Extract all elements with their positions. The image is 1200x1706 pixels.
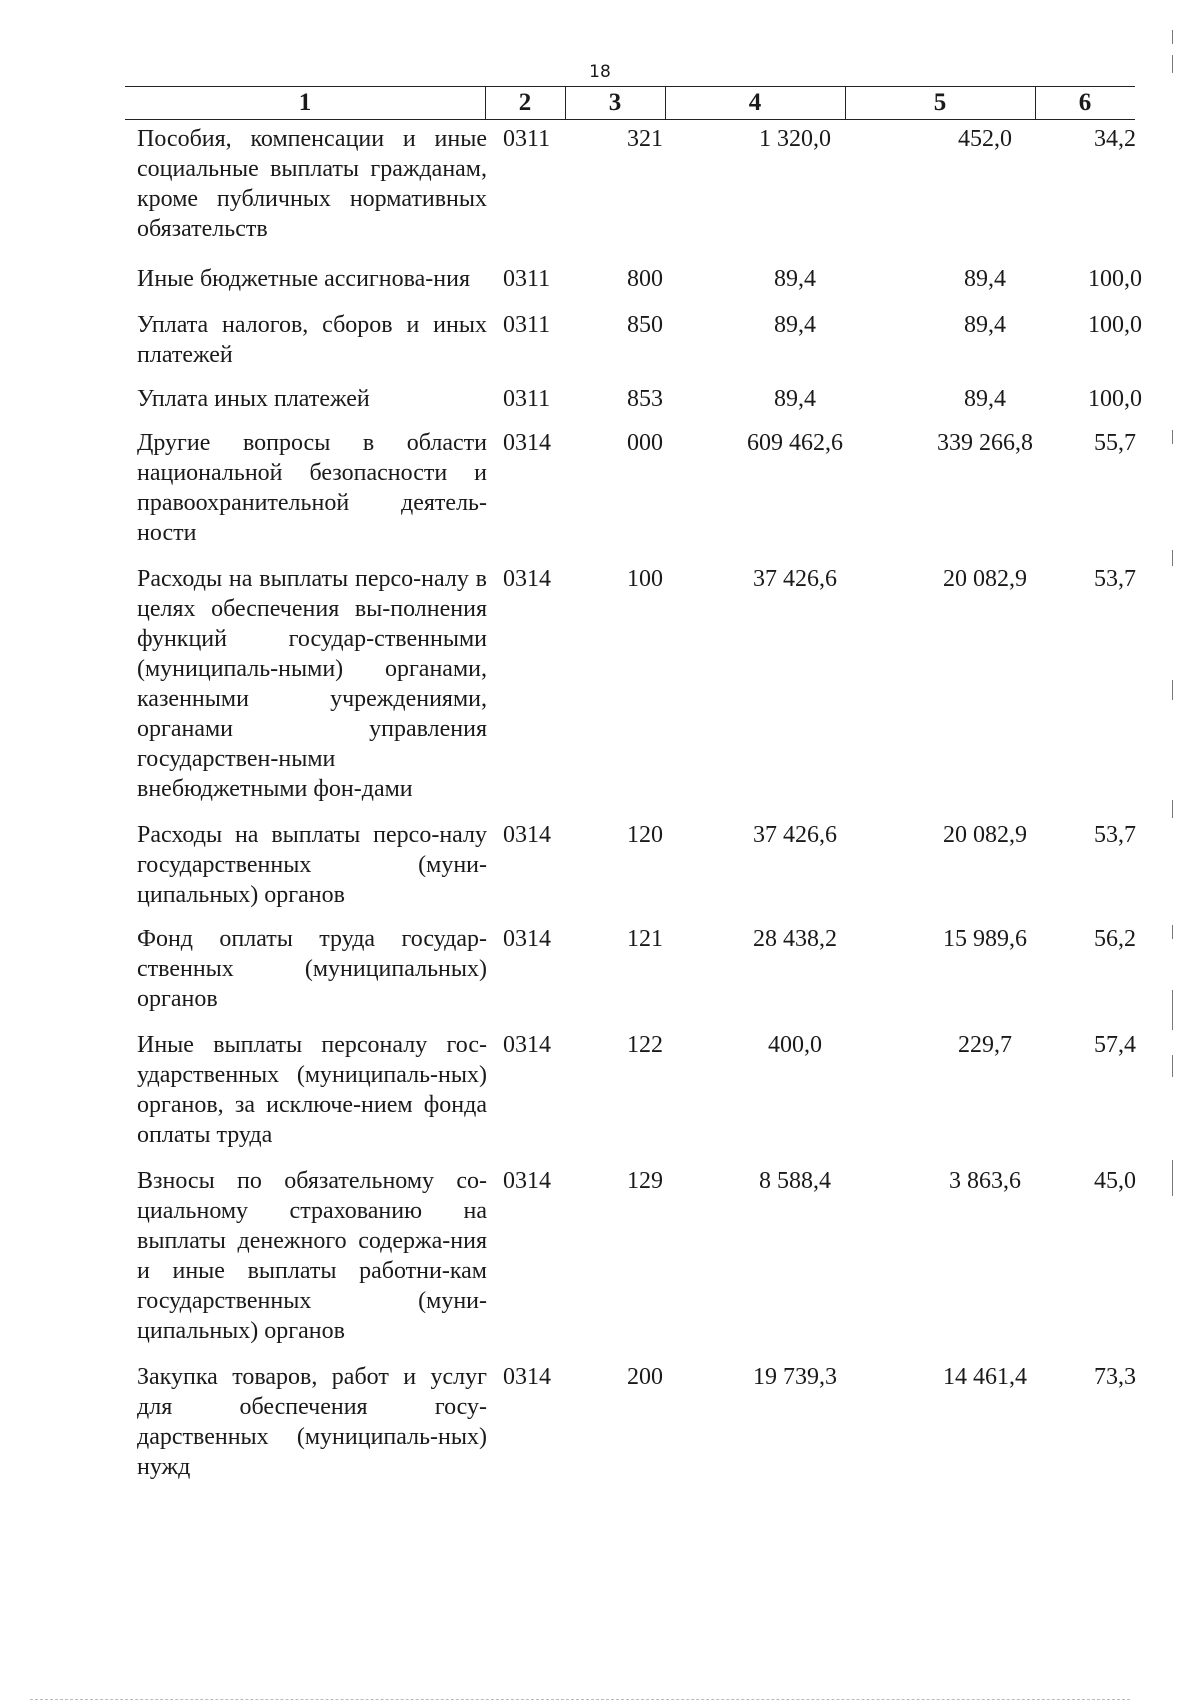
row-percent: 73,3 xyxy=(1094,1364,1136,1390)
table-row xyxy=(125,428,1135,548)
table-header-bottom-rule xyxy=(125,119,1135,120)
row-name: Закупка товаров, работ и услуг для обеспечения госу-дарственных (муниципаль-ных) нужд xyxy=(137,1364,487,1480)
row-expense-type: 321 xyxy=(627,126,663,152)
row-name: Пособия, компенсации и иные социальные выплаты гражданам, кроме публичных нормативных обязательств xyxy=(137,126,487,242)
row-planned: 89,4 xyxy=(774,386,816,412)
row-section-code: 0314 xyxy=(503,430,551,456)
scan-mark xyxy=(1172,430,1173,444)
header-col-5: 5 xyxy=(933,89,947,116)
row-expense-type: 129 xyxy=(627,1168,663,1194)
header-col-3: 3 xyxy=(608,89,622,116)
table-row xyxy=(125,1166,1135,1346)
row-executed: 89,4 xyxy=(964,266,1006,292)
row-section-code: 0311 xyxy=(503,126,551,152)
row-executed: 20 082,9 xyxy=(943,566,1027,592)
row-planned: 89,4 xyxy=(774,312,816,338)
row-percent: 45,0 xyxy=(1094,1168,1136,1194)
row-executed: 15 989,6 xyxy=(943,926,1027,952)
row-planned: 609 462,6 xyxy=(747,430,843,456)
table-row xyxy=(125,924,1135,1014)
row-section-code: 0311 xyxy=(503,266,551,292)
row-planned: 19 739,3 xyxy=(753,1364,837,1390)
table-row xyxy=(125,124,1135,244)
row-executed: 20 082,9 xyxy=(943,822,1027,848)
row-executed: 339 266,8 xyxy=(937,430,1033,456)
scan-mark xyxy=(1172,1055,1173,1077)
scan-mark xyxy=(1172,30,1173,44)
table-row xyxy=(125,384,1142,414)
scan-mark xyxy=(1172,55,1173,73)
row-percent: 55,7 xyxy=(1094,430,1136,456)
table-row xyxy=(125,1030,1135,1150)
table-row xyxy=(125,820,1135,910)
scan-mark xyxy=(1172,925,1173,939)
row-expense-type: 100 xyxy=(627,566,663,592)
table-row xyxy=(125,1362,1135,1482)
scan-mark xyxy=(1172,1160,1173,1196)
row-name: Расходы на выплаты персо-налу государственных (муни-ципальных) органов xyxy=(137,822,487,908)
row-section-code: 0314 xyxy=(503,566,551,592)
row-expense-type: 850 xyxy=(627,312,663,338)
row-executed: 452,0 xyxy=(958,126,1012,152)
row-name: Иные бюджетные ассигнова-ния xyxy=(137,266,470,292)
scan-mark xyxy=(1172,800,1173,818)
header-col-4: 4 xyxy=(748,89,762,116)
row-expense-type: 000 xyxy=(627,430,663,456)
row-expense-type: 122 xyxy=(627,1032,663,1058)
row-name: Расходы на выплаты персо-налу в целях обеспечения вы-полнения функций государ-ственными (муниципаль-ными) органами, казенными учреждениями, органами управления государствен-ными внебюджетными фон-дами xyxy=(137,566,487,802)
budget-table-body xyxy=(125,124,1142,1482)
header-col-6: 6 xyxy=(1078,89,1092,116)
row-percent: 56,2 xyxy=(1094,926,1136,952)
scan-mark xyxy=(1172,550,1173,566)
row-section-code: 0314 xyxy=(503,1168,551,1194)
row-planned: 400,0 xyxy=(768,1032,822,1058)
row-executed: 229,7 xyxy=(958,1032,1012,1058)
row-planned: 37 426,6 xyxy=(753,566,837,592)
row-name: Уплата налогов, сборов и иных платежей xyxy=(137,312,487,368)
scan-bottom-edge xyxy=(30,1699,1130,1700)
row-percent: 53,7 xyxy=(1094,566,1136,592)
row-executed: 89,4 xyxy=(964,312,1006,338)
row-planned: 28 438,2 xyxy=(753,926,837,952)
row-expense-type: 200 xyxy=(627,1364,663,1390)
table-row xyxy=(125,564,1135,804)
row-percent: 100,0 xyxy=(1088,266,1142,292)
row-section-code: 0311 xyxy=(503,386,551,412)
row-expense-type: 121 xyxy=(627,926,663,952)
table-row xyxy=(125,310,1142,370)
table-row xyxy=(125,264,1142,294)
row-expense-type: 120 xyxy=(627,822,663,848)
page-number: 18 xyxy=(589,62,611,82)
row-planned: 1 320,0 xyxy=(759,126,831,152)
row-expense-type: 853 xyxy=(627,386,663,412)
row-planned: 37 426,6 xyxy=(753,822,837,848)
row-section-code: 0314 xyxy=(503,822,551,848)
row-section-code: 0314 xyxy=(503,926,551,952)
row-planned: 89,4 xyxy=(774,266,816,292)
row-percent: 100,0 xyxy=(1088,386,1142,412)
row-percent: 57,4 xyxy=(1094,1032,1136,1058)
scan-mark xyxy=(1172,990,1173,1030)
row-name: Другие вопросы в области национальной безопасности и правоохранительной деятель-ности xyxy=(137,430,487,546)
row-executed: 3 863,6 xyxy=(949,1168,1021,1194)
row-name: Иные выплаты персоналу гос-ударственных (муниципаль-ных) органов, за исключе-нием фонда оплаты труда xyxy=(137,1032,487,1148)
row-planned: 8 588,4 xyxy=(759,1168,831,1194)
row-name: Фонд оплаты труда государ-ственных (муниципальных) органов xyxy=(137,926,487,1012)
header-col-1: 1 xyxy=(298,89,312,116)
table-header-row xyxy=(125,87,1135,119)
row-percent: 53,7 xyxy=(1094,822,1136,848)
header-col-2: 2 xyxy=(518,89,532,116)
row-section-code: 0311 xyxy=(503,312,551,338)
scan-mark xyxy=(1172,680,1173,700)
row-executed: 14 461,4 xyxy=(943,1364,1027,1390)
row-name: Взносы по обязательному со-циальному страхованию на выплаты денежного содержа-ния и иные выплаты работни-кам государственных (муни-ципальных) органов xyxy=(137,1168,487,1344)
row-section-code: 0314 xyxy=(503,1032,551,1058)
row-section-code: 0314 xyxy=(503,1364,551,1390)
row-executed: 89,4 xyxy=(964,386,1006,412)
row-percent: 34,2 xyxy=(1094,126,1136,152)
row-expense-type: 800 xyxy=(627,266,663,292)
row-percent: 100,0 xyxy=(1088,312,1142,338)
row-name: Уплата иных платежей xyxy=(137,386,370,412)
